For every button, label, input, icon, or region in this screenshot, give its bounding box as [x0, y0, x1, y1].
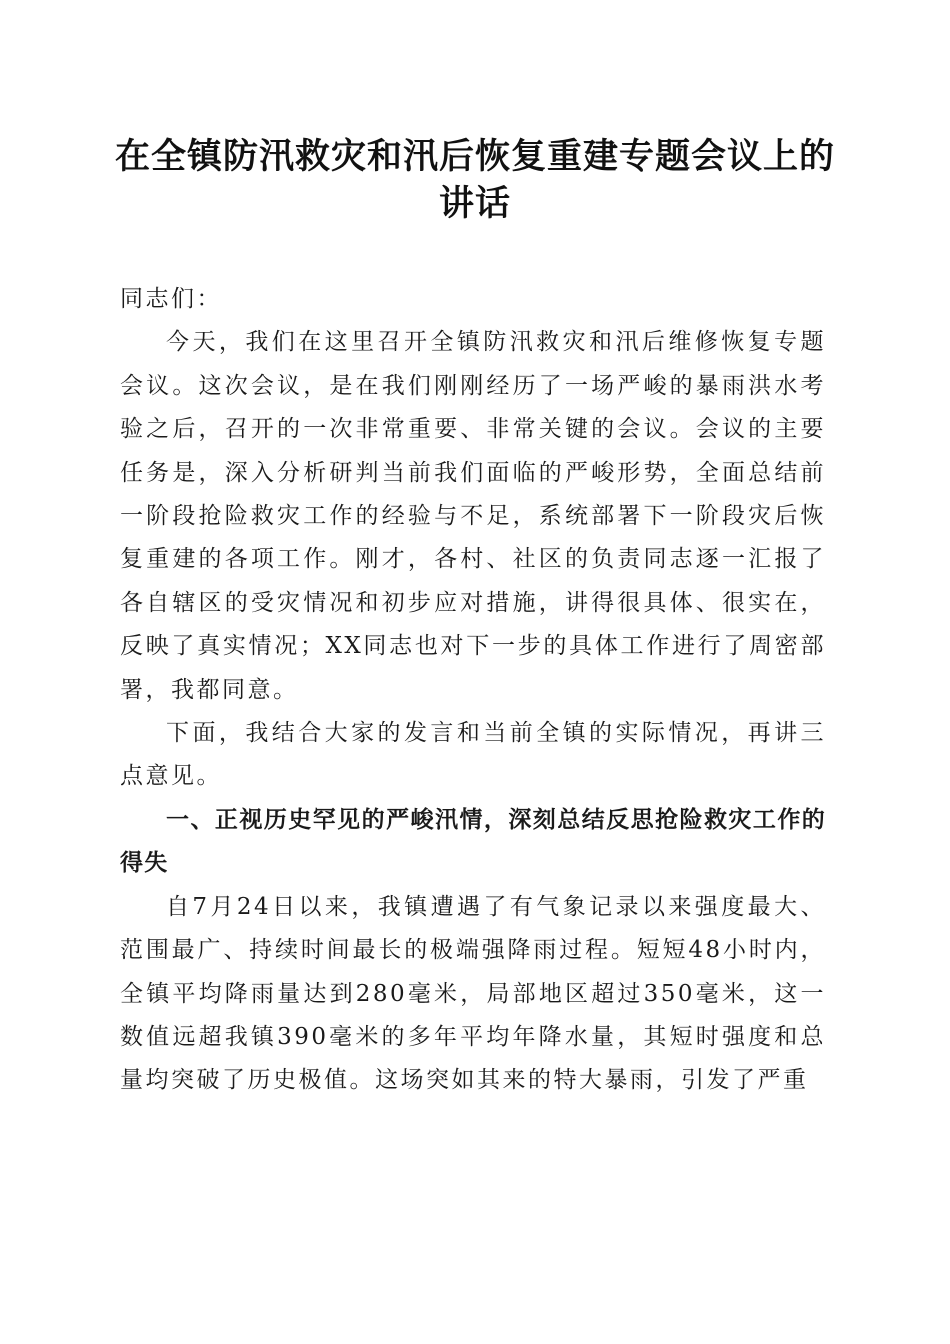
paragraph-transition: 下面，我结合大家的发言和当前全镇的实际情况，再讲三点意见。 [120, 720, 826, 790]
section-heading-1: 一、正视历史罕见的严峻汛情，深刻总结反思抢险救灾工作的得失 [120, 806, 826, 877]
paragraph-section-1: 自7月24日以来，我镇遭遇了有气象记录以来强度最大、范围最广、持续时间最长的极端强降雨过程。短短48小时内，全镇平均降雨量达到280毫米，局部地区超过350毫米，这一数值远超我镇390毫米的多年平均年降水量，其短时强度和总量均突破了历史极值。这场突如其来的特大暴雨，引发了严重 [120, 893, 826, 1094]
document-title: 在全镇防汛救灾和汛后恢复重建专题会议上的讲话 [114, 136, 835, 224]
paragraph-opening: 今天，我们在这里召开全镇防汛救灾和汛后维修恢复专题会议。这次会议，是在我们刚刚经历了一场严峻的暴雨洪水考验之后，召开的一次非常重要、非常关键的会议。会议的主要任务是，深入分析研判当前我们面临的严峻形势，全面总结前一阶段抢险救灾工作的经验与不足，系统部署下一阶段灾后恢复重建的各项工作。刚才，各村、社区的负责同志逐一汇报了各自辖区的受灾情况和初步应对措施，讲得很具体、很实在，反映了真实情况；XX同志也对下一步的具体工作进行了周密部署，我都同意。 [120, 329, 826, 703]
salutation: 同志们： [120, 286, 222, 312]
document-body [120, 278, 826, 1103]
